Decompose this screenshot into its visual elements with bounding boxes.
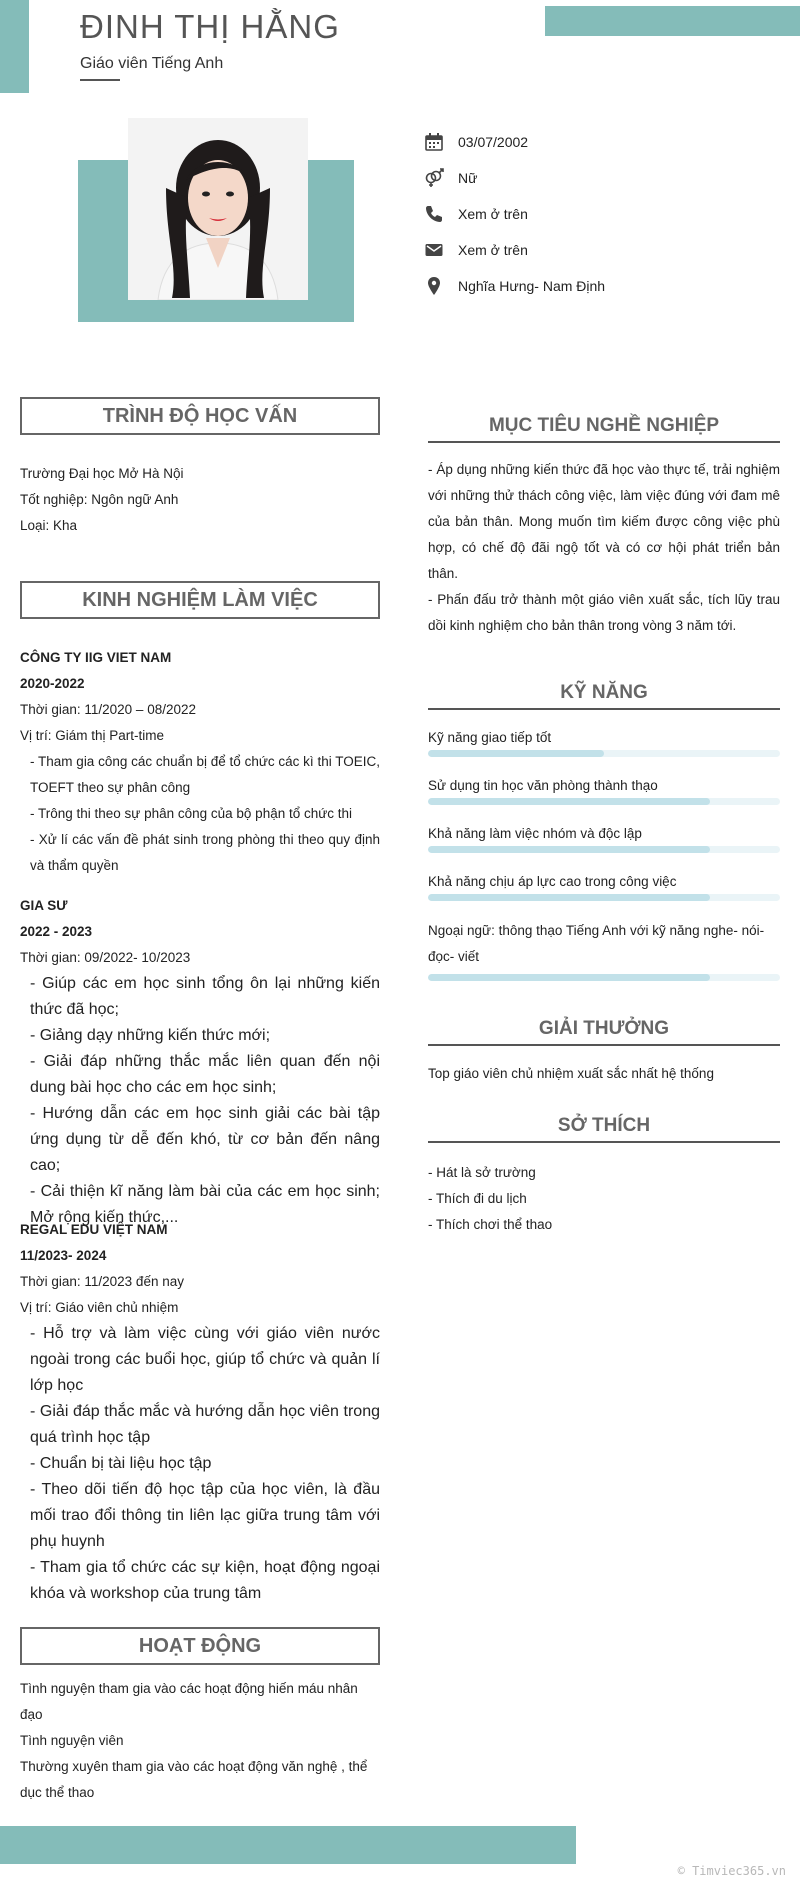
- activity-item: Tình nguyện viên: [20, 1733, 124, 1748]
- skills-section: [428, 726, 780, 990]
- job-3-period: 11/2023- 2024: [20, 1248, 107, 1263]
- skill-bar-track: [428, 894, 780, 901]
- skill-label: Sử dụng tin học văn phòng thành thạo: [428, 778, 658, 793]
- job-2-period: 2022 - 2023: [20, 924, 93, 939]
- education-heading: TRÌNH ĐỘ HỌC VẤN: [20, 397, 380, 435]
- job-1-position: Vị trí: Giám thị Part-time: [20, 728, 165, 743]
- award-item: Top giáo viên chủ nhiệm xuất sắc nhất hệ thống: [428, 1066, 714, 1081]
- job-1-time: Thời gian: 11/2020 – 08/2022: [20, 702, 196, 717]
- contact-gender: [424, 166, 784, 190]
- job-3-company: REGAL EDU VIỆT NAM: [20, 1222, 168, 1237]
- profile-photo: [128, 118, 308, 300]
- awards-section: [428, 1061, 780, 1087]
- hobbies-heading: SỞ THÍCH: [428, 1105, 780, 1143]
- location-pin-icon: [424, 276, 444, 296]
- job-title: Giáo viên Tiếng Anh: [80, 55, 224, 72]
- skill-bar-fill: [428, 974, 710, 981]
- gender-icon: [424, 168, 444, 188]
- skill-item: [428, 918, 780, 990]
- email-icon: [424, 240, 444, 260]
- skill-bar-track: [428, 846, 780, 853]
- skill-bar-fill: [428, 846, 710, 853]
- address-value: Nghĩa Hưng- Nam Định: [458, 278, 606, 294]
- skill-bar-track: [428, 798, 780, 805]
- job-2-time: Thời gian: 09/2022- 10/2023: [20, 950, 191, 965]
- watermark: © Timviec365.vn: [677, 1864, 786, 1878]
- objective-section: [428, 457, 780, 639]
- experience-heading: KINH NGHIỆM LÀM VIỆC: [20, 581, 380, 619]
- top-right-accent-bar: [545, 6, 800, 36]
- phone-icon: [424, 204, 444, 224]
- calendar-icon: [424, 132, 444, 152]
- education-grade: Loại: Kha: [20, 518, 78, 533]
- email-value: Xem ở trên: [458, 242, 528, 258]
- job-1: [20, 645, 380, 879]
- job-2-duty: - Giải đáp những thắc mắc liên quan đến nội dung bài học cho các em học sinh;: [30, 1053, 380, 1096]
- education-section: [20, 461, 380, 539]
- skill-item: [428, 870, 780, 918]
- hobby-item: - Thích đi du lịch: [428, 1191, 527, 1206]
- contact-birthdate: [424, 130, 784, 154]
- job-1-company: CÔNG TY IIG VIET NAM: [20, 650, 172, 665]
- job-3-duty: - Chuẩn bị tài liệu học tập: [30, 1455, 212, 1472]
- hobby-item: - Thích chơi thể thao: [428, 1217, 553, 1232]
- objective-heading: MỤC TIÊU NGHỀ NGHIỆP: [428, 405, 780, 443]
- contact-phone: [424, 202, 784, 226]
- skill-bar-track: [428, 974, 780, 981]
- phone-value: Xem ở trên: [458, 206, 528, 222]
- objective-paragraph: - Phấn đấu trở thành một giáo viên xuất sắc, tích lũy trau dồi kinh nghiệm cho bản thân trong vòng 3 năm tới.: [428, 592, 780, 633]
- skill-bar-fill: [428, 894, 710, 901]
- job-2-duty: - Cải thiện kĩ năng làm bài của các em học sinh; Mở rộng kiến thức,...: [30, 1183, 380, 1226]
- hobbies-section: [428, 1160, 780, 1238]
- activity-item: Thường xuyên tham gia vào các hoạt động văn nghệ , thể dục thể thao: [20, 1759, 368, 1800]
- job-1-duty: - Xử lí các vấn đề phát sinh trong phòng thi theo quy định và thẩm quyền: [30, 832, 380, 873]
- awards-heading: GIẢI THƯỞNG: [428, 1008, 780, 1046]
- skill-bar-fill: [428, 750, 604, 757]
- job-3-duty: - Hỗ trợ và làm việc cùng với giáo viên nước ngoài trong các buổi học, giúp tổ chức và quản lí lớp học: [30, 1325, 380, 1394]
- activity-item: Tình nguyện tham gia vào các hoạt động hiến máu nhân đạo: [20, 1681, 358, 1722]
- gender-value: Nữ: [458, 170, 478, 186]
- skill-label: Ngoại ngữ: thông thạo Tiếng Anh với kỹ năng nghe- nói-đọc- viết: [428, 923, 765, 964]
- job-title-underline: [80, 79, 120, 81]
- job-3: [20, 1217, 380, 1607]
- job-1-period: 2020-2022: [20, 676, 85, 691]
- skill-label: Kỹ năng giao tiếp tốt: [428, 730, 552, 745]
- skill-item: [428, 822, 780, 870]
- skills-heading: KỸ NĂNG: [428, 672, 780, 710]
- skill-label: Khả năng chịu áp lực cao trong công việc: [428, 874, 677, 889]
- education-major: Tốt nghiệp: Ngôn ngữ Anh: [20, 492, 179, 507]
- objective-paragraph: - Áp dụng những kiến thức đã học vào thực tế, trải nghiệm với những thử thách công việc, làm việc đúng với đam mê của bản thân. Mong muốn tìm kiếm được công việc phù hợp, có chế độ đãi ngộ tốt và có cơ hội phát triển bản thân.: [428, 462, 780, 581]
- skill-bar-track: [428, 750, 780, 757]
- job-2-duty: - Hướng dẫn các em học sinh giải các bài tập ứng dụng từ dễ đến khó, từ cơ bản đến nâng cao;: [30, 1105, 380, 1174]
- skill-item: [428, 726, 780, 774]
- contact-address: [424, 274, 784, 298]
- job-3-time: Thời gian: 11/2023 đến nay: [20, 1274, 184, 1289]
- job-2-duty: - Giúp các em học sinh tổng ôn lại những kiến thức đã học;: [30, 975, 380, 1018]
- job-2-company: GIA SƯ: [20, 898, 68, 913]
- skill-bar-fill: [428, 798, 710, 805]
- job-1-duty: - Tham gia công các chuẩn bị để tổ chức các kì thi TOEIC, TOEFT theo sự phân công: [30, 754, 380, 795]
- hobby-item: - Hát là sở trường: [428, 1165, 536, 1180]
- contact-email: [424, 238, 784, 262]
- footer-accent-bar: [0, 1826, 576, 1864]
- job-2: [20, 893, 380, 1231]
- job-1-duty: - Trông thi theo sự phân công của bộ phận tổ chức thi: [30, 806, 353, 821]
- candidate-name: ĐINH THỊ HẰNG: [80, 8, 340, 45]
- skill-label: Khả năng làm việc nhóm và độc lập: [428, 826, 642, 841]
- job-2-duty: - Giảng dạy những kiến thức mới;: [30, 1027, 271, 1044]
- job-3-duty: - Tham gia tổ chức các sự kiện, hoạt động ngoại khóa và workshop của trung tâm: [30, 1559, 380, 1602]
- job-3-duty: - Giải đáp thắc mắc và hướng dẫn học viên trong quá trình học tập: [30, 1403, 380, 1446]
- birthdate-value: 03/07/2002: [458, 134, 529, 150]
- education-school: Trường Đại học Mở Hà Nội: [20, 466, 184, 481]
- job-3-duty: - Theo dõi tiến độ học tập của học viên, là đầu mối trao đổi thông tin liên lạc giữa trung tâm với phụ huynh: [30, 1481, 380, 1550]
- activities-heading: HOẠT ĐỘNG: [20, 1627, 380, 1665]
- left-accent-block: [0, 0, 29, 93]
- skill-item: [428, 774, 780, 822]
- job-3-position: Vị trí: Giáo viên chủ nhiệm: [20, 1300, 179, 1315]
- activities-section: [20, 1676, 380, 1806]
